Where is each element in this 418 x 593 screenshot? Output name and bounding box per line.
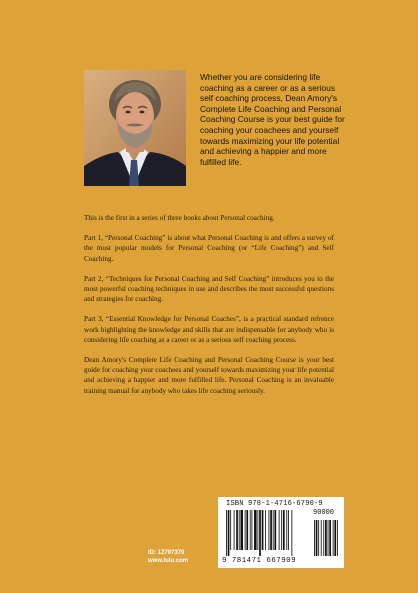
price-code: 90000 (313, 509, 335, 517)
description-paragraph-1: This is the first in a series of three books about Personal coaching. (84, 214, 275, 222)
barcode-addon-bar (321, 520, 322, 556)
barcode-bar (269, 510, 270, 550)
barcode-bar (273, 510, 274, 550)
barcode-bar (236, 510, 238, 550)
barcode-bar (228, 510, 230, 556)
barcode-bar (274, 510, 276, 550)
lulu-info (148, 549, 188, 565)
barcode-bar (283, 510, 285, 550)
barcode-bar (279, 510, 280, 550)
barcode-bar (291, 510, 292, 556)
barcode-addon-bar (329, 520, 331, 556)
barcode-bar (246, 510, 248, 550)
barcode-addon-bar (323, 520, 324, 556)
barcode-bar (281, 510, 282, 550)
author-photo (84, 70, 186, 186)
description-paragraph-2: Part 1, “Personal Coaching” is about what Personal Coaching is and offers a survey of the most popular models for Personal Coaching (or “Life Coaching”) and Self Coaching. (84, 234, 334, 263)
barcode-addon-bar (318, 520, 319, 556)
barcode-bar (262, 510, 264, 550)
barcode-bar (226, 510, 227, 556)
description-paragraph-3: Part 2, “Techniques for Personal Coaching and Self Coaching” introduces you to the most powerful coaching techniques in use and describes the most successful questions and strategies for coaching. (84, 274, 334, 304)
barcode-bar (240, 510, 243, 550)
barcode-addon-bar (333, 520, 334, 556)
barcode-addon-bar (325, 520, 327, 556)
ean-digits: 9 781471 667909 (222, 557, 297, 565)
barcode-addon-bar (334, 520, 336, 556)
intro-blurb: Whether you are considering life coaching as a career or as a serious self coaching process, Dean Amory's Complete Life Coaching and Personal Coaching Course is your best guide for coaching your coachees and yourself towards maximizing your life potential and achieving a happier and more fulfilled life. (200, 72, 345, 167)
barcode-addon-bar (316, 520, 318, 556)
description-paragraph-5: Dean Amory's Complete Life Coaching and Personal Coaching Course is your best guide for coaching your coachees and yourself towards maximizing your life potential and achieving a happier and more fulfilled life. Personal Coaching is an invaluable training manual for anybody who takes life coaching seriously. (84, 356, 334, 395)
barcode-bar (245, 510, 246, 550)
barcode-bar (252, 510, 253, 550)
barcode-bar (239, 510, 240, 550)
barcode-bar (288, 510, 289, 550)
barcode-bar (250, 510, 251, 550)
lulu-url-text: www.lulu.com (148, 558, 189, 564)
barcode-bar (230, 510, 231, 550)
isbn-label: ISBN 978-1-4716-6790-9 (226, 500, 323, 508)
barcode-addon-bar (328, 520, 329, 556)
barcode-addon-bar (337, 520, 338, 556)
barcode-addon-bar (314, 520, 315, 556)
barcode-bar (257, 510, 258, 550)
author-portrait-image (84, 70, 186, 186)
barcode-bar (270, 510, 272, 550)
lulu-id-text: ID: 12797379 (148, 550, 185, 556)
description-body (84, 213, 334, 406)
barcode-bar (286, 510, 287, 550)
barcode-bar (234, 510, 235, 550)
description-paragraph-4: Part 3, “Essential Knowledge for Personal Coaches”, is a practical standard refrence work highlighting the knowledge and skills that are indispensable for anybody who is considering life coaching as a career or as a serious self coaching process. (84, 315, 334, 344)
barcode-icon (224, 510, 340, 558)
barcode-bar (259, 510, 261, 556)
barcode-bar (254, 510, 257, 550)
barcode-bar (265, 510, 266, 550)
